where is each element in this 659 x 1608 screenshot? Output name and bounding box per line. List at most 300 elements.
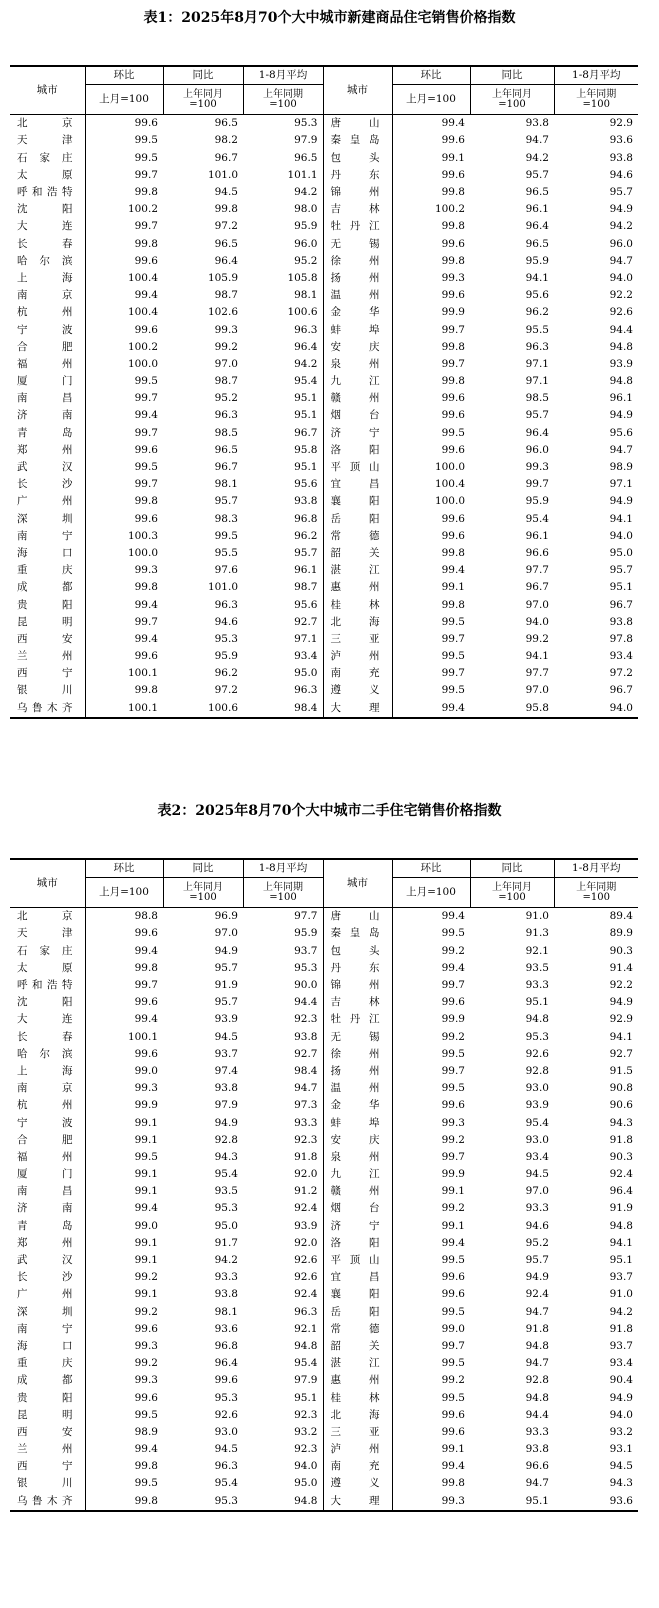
index-cell: 97.0 [525,684,549,697]
index-cell: 98.7 [214,289,238,302]
table-row [10,631,638,648]
city-cell: 唐 山 [323,115,392,133]
table-row [10,1235,638,1252]
index-cell: 99.5 [441,426,465,439]
index-cell: 99.7 [134,478,158,491]
city-cell: 安 庆 [323,1132,392,1149]
index-cell: 99.1 [134,1288,158,1301]
city-cell: 昆 明 [10,614,85,631]
index-cell: 94.4 [609,323,633,336]
index-cell: 101.0 [207,168,238,181]
index-cell: 91.4 [609,961,633,974]
table-row [10,1355,638,1372]
index-cell: 99.0 [441,1322,465,1335]
index-cell: 99.6 [134,443,158,456]
index-cell: 94.5 [525,1168,549,1181]
city-cell: 合 肥 [10,339,85,356]
index-cell: 94.3 [214,1150,238,1163]
index-cell: 99.5 [441,1254,465,1267]
city-cell: 杭 州 [10,1097,85,1114]
index-cell: 91.8 [243,1149,323,1166]
city-cell: 泉 州 [323,1149,392,1166]
index-cell: 94.5 [214,1030,238,1043]
index-cell: 99.1 [441,581,465,594]
city-cell: 吉 林 [323,201,392,218]
index-cell: 95.3 [214,632,238,645]
city-header: 城市 [10,66,85,115]
city-cell: 南 充 [323,665,392,682]
index-cell: 95.3 [243,115,323,133]
city-cell: 泸 州 [323,1441,392,1458]
index-cell: 93.7 [243,943,323,960]
index-cell: 94.9 [214,1116,238,1129]
index-cell: 94.1 [609,512,633,525]
index-cell: 92.6 [243,1269,323,1286]
index-cell: 92.6 [243,1252,323,1269]
index-cell: 100.1 [127,667,158,680]
index-cell: 99.1 [441,1443,465,1456]
table-row [10,1389,638,1406]
index-cell: 94.8 [609,1219,633,1232]
index-cell: 94.4 [525,1408,549,1421]
city-cell: 长 春 [10,1029,85,1046]
index-cell: 95.7 [214,961,238,974]
index-cell: 99.5 [441,1047,465,1060]
city-cell: 大 理 [323,1493,392,1511]
index-cell: 99.5 [134,151,158,164]
index-cell: 94.2 [214,1254,238,1267]
index-cell: 95.3 [163,1493,243,1511]
index-cell: 93.7 [609,1271,633,1284]
index-cell: 99.2 [134,1305,158,1318]
city-cell: 沈 阳 [10,994,85,1011]
index-cell: 92.7 [609,1047,633,1060]
city-cell: 牡丹江 [323,1011,392,1028]
index-cell: 99.7 [441,1064,465,1077]
index-cell: 91.9 [609,1202,633,1215]
table-row [10,1304,638,1321]
table-row [10,511,638,528]
index-cell: 99.0 [134,1219,158,1232]
index-cell: 99.4 [134,944,158,957]
city-cell: 呼和浩特 [10,184,85,201]
mom-header: 环比 [85,66,163,85]
index-cell: 99.6 [441,512,465,525]
avg-header: 1-8月平均 [243,66,323,85]
yoy-base-header: 上年同月 =100 [470,878,554,908]
index-cell: 93.0 [214,1425,238,1438]
table-row [10,407,638,424]
index-cell: 99.7 [134,168,158,181]
index-cell: 99.4 [134,598,158,611]
city-cell: 包 头 [323,943,392,960]
index-cell: 94.0 [525,615,549,628]
city-cell: 扬 州 [323,1063,392,1080]
index-cell: 92.2 [609,289,633,302]
index-cell: 93.6 [214,1322,238,1335]
index-cell: 95.7 [243,545,323,562]
table-row [10,1046,638,1063]
index-cell: 99.5 [214,529,238,542]
index-cell: 99.7 [134,220,158,233]
index-cell: 99.8 [441,340,465,353]
index-cell: 99.7 [441,323,465,336]
table1-title: 表1：2025年8月70个大中城市新建商品住宅销售价格指数 [143,10,516,26]
index-cell: 98.2 [214,134,238,147]
index-cell: 94.6 [214,615,238,628]
index-cell: 99.7 [134,426,158,439]
city-cell: 乌鲁木齐 [10,700,85,718]
table-row [10,1029,638,1046]
table-row [10,665,638,682]
index-cell: 99.7 [441,632,465,645]
index-cell: 97.0 [214,357,238,370]
index-cell: 92.1 [243,1321,323,1338]
index-cell: 94.1 [609,1236,633,1249]
city-cell: 西 安 [10,1424,85,1441]
index-cell: 96.4 [609,1185,633,1198]
index-cell: 93.2 [243,1424,323,1441]
index-cell: 99.6 [134,650,158,663]
table-row [10,425,638,442]
index-cell: 99.3 [392,1493,470,1511]
index-cell: 91.0 [609,1288,633,1301]
index-cell: 105.9 [207,271,238,284]
city-cell: 青 岛 [10,1218,85,1235]
index-cell: 98.8 [134,910,158,923]
index-cell: 99.8 [441,546,465,559]
index-cell: 99.5 [441,650,465,663]
city-cell: 无 锡 [323,1029,392,1046]
index-cell: 99.3 [214,323,238,336]
city-cell: 韶 关 [323,1338,392,1355]
index-cell: 100.4 [127,271,158,284]
yoy-base-header: 上年同月 =100 [163,85,243,115]
index-cell: 93.4 [609,650,633,663]
index-cell: 99.4 [441,961,465,974]
index-cell: 89.4 [609,910,633,923]
index-cell: 94.5 [214,186,238,199]
city-cell: 韶 关 [323,545,392,562]
index-cell: 94.6 [525,1219,549,1232]
index-cell: 94.3 [609,1116,633,1129]
index-cell: 94.9 [609,996,633,1009]
index-cell: 99.9 [441,1168,465,1181]
yoy-header: 同比 [163,859,243,878]
table-row [10,1493,638,1511]
index-cell: 99.6 [441,443,465,456]
table-row [10,1063,638,1080]
index-cell: 105.8 [243,270,323,287]
city-cell: 襄 阳 [323,493,392,510]
city-cell: 天 津 [10,132,85,149]
city-cell: 吉 林 [323,994,392,1011]
table-row [10,390,638,407]
index-cell: 93.6 [609,134,633,147]
index-cell: 96.0 [525,443,549,456]
city-cell: 上 海 [10,1063,85,1080]
index-cell: 93.3 [525,1202,549,1215]
index-cell: 94.1 [609,1030,633,1043]
table-row [10,1407,638,1424]
index-cell: 95.1 [243,459,323,476]
index-cell: 99.6 [441,529,465,542]
table-row [10,596,638,613]
index-cell: 99.6 [441,1425,465,1438]
index-cell: 99.8 [441,254,465,267]
yoy-header: 同比 [470,859,554,878]
index-cell: 96.1 [609,392,633,405]
index-cell: 95.1 [243,1389,323,1406]
index-cell: 92.7 [243,1046,323,1063]
index-cell: 99.2 [441,944,465,957]
index-cell: 94.9 [609,203,633,216]
city-cell: 蚌 埠 [323,321,392,338]
yoy-header: 同比 [470,66,554,85]
index-cell: 99.8 [134,237,158,250]
index-cell: 99.4 [441,1236,465,1249]
city-cell: 包 头 [323,150,392,167]
index-cell: 90.4 [609,1374,633,1387]
index-cell: 96.1 [243,562,323,579]
index-cell: 99.1 [134,1168,158,1181]
table-row [10,373,638,390]
index-cell: 96.3 [243,321,323,338]
city-cell: 北 海 [323,614,392,631]
index-cell: 98.1 [243,287,323,304]
table-row [10,236,638,253]
city-cell: 成 都 [10,579,85,596]
index-cell: 96.7 [525,581,549,594]
index-cell: 90.6 [609,1099,633,1112]
index-cell: 95.3 [214,1202,238,1215]
index-cell: 97.1 [525,375,549,388]
index-cell: 99.8 [214,203,238,216]
city-cell: 长 沙 [10,1269,85,1286]
index-cell: 94.2 [609,1305,633,1318]
index-cell: 102.6 [207,306,238,319]
index-cell: 99.8 [441,186,465,199]
index-cell: 95.9 [243,925,323,942]
city-cell: 沈 阳 [10,201,85,218]
index-cell: 91.7 [214,1236,238,1249]
index-cell: 96.8 [214,1339,238,1352]
index-cell: 94.9 [609,409,633,422]
city-cell: 宁 波 [10,321,85,338]
table2-body [10,908,638,1511]
city-cell: 呼和浩特 [10,977,85,994]
index-cell: 99.6 [134,927,158,940]
city-cell: 大 理 [323,700,392,718]
index-cell: 98.1 [214,1305,238,1318]
index-cell: 99.5 [134,1477,158,1490]
index-cell: 90.3 [609,944,633,957]
index-cell: 94.0 [554,700,638,718]
index-cell: 95.1 [470,1493,554,1511]
index-cell: 100.0 [434,495,465,508]
index-cell: 99.2 [441,1133,465,1146]
index-cell: 94.6 [609,168,633,181]
index-cell: 92.8 [525,1064,549,1077]
index-cell: 93.9 [243,1218,323,1235]
index-cell: 99.1 [441,1219,465,1232]
index-cell: 92.8 [214,1133,238,1146]
city-cell: 无 锡 [323,236,392,253]
index-cell: 99.3 [134,1082,158,1095]
table-row [10,493,638,510]
city-cell: 武 汉 [10,459,85,476]
index-cell: 95.6 [609,426,633,439]
table-row [10,132,638,149]
index-cell: 97.7 [525,667,549,680]
city-cell: 北 京 [10,908,85,926]
index-cell: 92.1 [525,944,549,957]
mom-base-header: 上月=100 [392,85,470,115]
index-cell: 95.7 [609,564,633,577]
index-cell: 94.5 [214,1443,238,1456]
mom-base-header: 上月=100 [392,878,470,908]
index-cell: 99.1 [441,151,465,164]
table-row [10,1200,638,1217]
city-cell: 长 沙 [10,476,85,493]
index-cell: 99.6 [441,168,465,181]
index-cell: 94.9 [214,944,238,957]
city-cell: 襄 阳 [323,1286,392,1303]
table-row [10,682,638,699]
index-cell: 98.0 [243,201,323,218]
index-cell: 97.3 [243,1097,323,1114]
index-cell: 95.0 [214,1219,238,1232]
index-cell: 99.1 [134,1254,158,1267]
city-cell: 泸 州 [323,648,392,665]
city-cell: 银 川 [10,682,85,699]
table-row [10,1166,638,1183]
index-cell: 94.2 [609,220,633,233]
city-cell: 乌鲁木齐 [10,1493,85,1511]
city-cell: 宁 波 [10,1114,85,1131]
city-cell: 厦 门 [10,373,85,390]
city-cell: 大 连 [10,218,85,235]
index-cell: 100.1 [85,700,163,718]
city-cell: 湛 江 [323,1355,392,1372]
index-cell: 96.3 [525,340,549,353]
index-cell: 96.1 [525,529,549,542]
index-cell: 97.8 [609,632,633,645]
table-row [10,528,638,545]
city-cell: 遵 义 [323,1475,392,1492]
index-cell: 97.7 [525,564,549,577]
city-cell: 秦皇岛 [323,132,392,149]
city-cell: 北 京 [10,115,85,133]
index-cell: 96.0 [609,237,633,250]
index-cell: 99.3 [134,1339,158,1352]
index-cell: 93.7 [609,1339,633,1352]
index-cell: 94.7 [525,1477,549,1490]
index-cell: 97.4 [214,1064,238,1077]
index-cell: 95.3 [525,1030,549,1043]
index-cell: 96.2 [243,528,323,545]
city-cell: 济 宁 [323,425,392,442]
city-cell: 烟 台 [323,1200,392,1217]
index-cell: 100.4 [127,306,158,319]
city-cell: 银 川 [10,1475,85,1492]
index-cell: 97.0 [525,598,549,611]
table-row [10,1458,638,1475]
index-cell: 99.2 [525,632,549,645]
index-cell: 99.5 [134,134,158,147]
index-cell: 93.3 [525,979,549,992]
city-cell: 遵 义 [323,682,392,699]
city-cell: 三 亚 [323,1424,392,1441]
index-cell: 97.9 [243,132,323,149]
city-header: 城市 [323,66,392,115]
city-cell: 平顶山 [323,459,392,476]
city-cell: 上 海 [10,270,85,287]
index-cell: 96.1 [525,203,549,216]
index-cell: 96.5 [214,117,238,130]
index-cell: 99.8 [134,495,158,508]
city-cell: 济 宁 [323,1218,392,1235]
index-cell: 93.7 [214,1047,238,1060]
index-cell: 94.5 [609,1460,633,1473]
index-cell: 94.2 [525,151,549,164]
avg-header: 1-8月平均 [554,859,638,878]
index-cell: 94.0 [609,1408,633,1421]
city-cell: 合 肥 [10,1132,85,1149]
index-cell: 95.4 [525,1116,549,1129]
yoy-base-header: 上年同月 =100 [163,878,243,908]
index-cell: 93.4 [609,1357,633,1370]
index-cell: 92.8 [525,1374,549,1387]
table-row [10,579,638,596]
city-cell: 大 连 [10,1011,85,1028]
city-cell: 南 充 [323,1458,392,1475]
index-cell: 92.9 [609,1013,633,1026]
city-cell: 温 州 [323,287,392,304]
index-cell: 95.1 [609,581,633,594]
table-row [10,1424,638,1441]
index-cell: 96.7 [609,598,633,611]
index-cell: 99.8 [85,1493,163,1511]
index-cell: 96.0 [243,236,323,253]
city-cell: 南 昌 [10,390,85,407]
index-cell: 91.5 [609,1064,633,1077]
index-cell: 99.5 [441,684,465,697]
index-cell: 95.2 [243,253,323,270]
index-cell: 99.6 [134,1391,158,1404]
index-cell: 99.6 [214,1374,238,1387]
index-cell: 94.7 [525,134,549,147]
index-cell: 99.6 [134,996,158,1009]
city-cell: 太 原 [10,960,85,977]
city-cell: 重 庆 [10,562,85,579]
index-cell: 99.8 [441,598,465,611]
city-header: 城市 [10,859,85,908]
avg-base-header: 上年同期 =100 [554,878,638,908]
table-row [10,1218,638,1235]
index-cell: 99.6 [441,1099,465,1112]
index-cell: 93.8 [214,1082,238,1095]
city-cell: 岳 阳 [323,511,392,528]
index-cell: 95.4 [243,373,323,390]
city-cell: 海 口 [10,1338,85,1355]
index-cell: 99.6 [134,512,158,525]
index-cell: 95.0 [609,546,633,559]
index-cell: 94.7 [609,443,633,456]
index-cell: 92.4 [243,1200,323,1217]
index-cell: 94.1 [525,650,549,663]
index-cell: 99.8 [134,186,158,199]
